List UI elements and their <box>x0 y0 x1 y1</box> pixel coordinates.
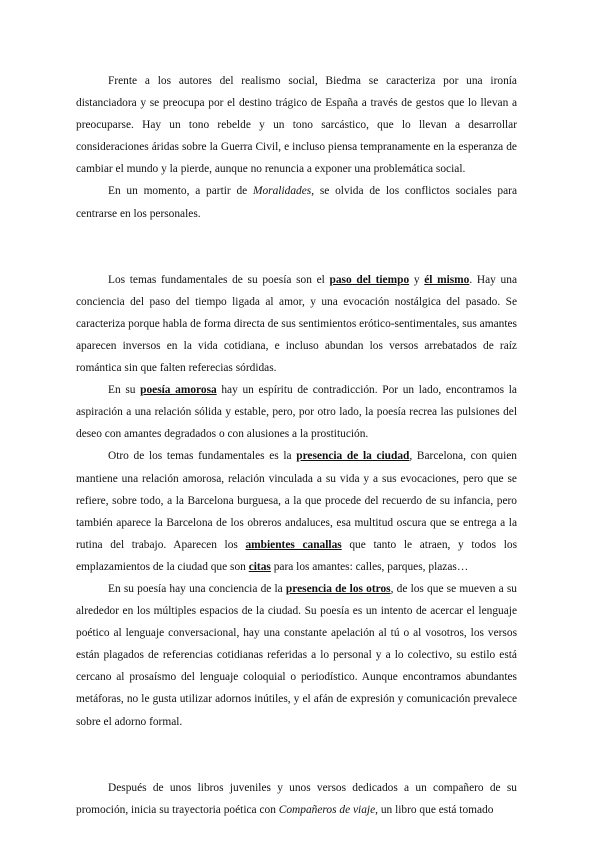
paragraph-gap <box>76 225 517 269</box>
text-segment: Después de unos libros juveniles y unos versos dedicados a un compañero de su promoción, inicia su trayectoria poética con <box>76 781 517 816</box>
text-segment: , se olvida de los conflictos sociales para centrarse en los personales. <box>76 185 518 220</box>
text-segment: , Barcelona, con quien mantiene una relación amorosa, relación vinculada a su vida y a sus evocaciones, pero que se refiere, sobre todo, a la Barcelona burguesa, a la que procede del recuerdo de su infancia, pero también aparece la Barcelona de los obreros andaluces, esa multitud oscura que se entrega a la rutina del trabajo. Aparecen los <box>76 450 517 551</box>
paragraph-temas-fundamentales <box>76 269 517 379</box>
paragraph-presencia-ciudad <box>76 445 517 578</box>
book-title-moralidades: Moralidades <box>253 185 312 198</box>
text-segment: hay un espíritu de contradicción. Por un lado, encontramos la aspiración a una relación sólida y estable, pero, por otro lado, la poesía recrea las pulsiones del deseo con amantes degradados o con alusiones a la prostitución. <box>76 384 517 441</box>
paragraph-poesia-amorosa <box>76 379 517 445</box>
text-segment: En su <box>108 384 141 397</box>
text-segment: Frente a los autores del realismo social, Biedma se caracteriza por una ironía distanciadora y se preocupa por el destino trágico de España a través de gestos que lo llevan a preocuparse. Hay un tono rebelde y un tono sarcástico, que lo llevan a desarrollar consideraciones áridas sobre la Guerra Civil, e incluso piensa tempranamente en la esperanza de cambiar el mundo y la pierde, aunque no renuncia a exponer una problemática social. <box>76 75 517 176</box>
keyword-presencia-de-los-otros: presencia de los otros <box>285 582 391 595</box>
text-segment: . Hay una conciencia del paso del tiempo ligada al amor, y una evocación nostálgica del pasado. Se caracteriza porque habla de forma directa de sus sentimientos erótico-sentimentales, sus amantes aparecen inversos en la vida cotidiana, e incluso abundan los versos arrebatados de raíz romántica sin que falten referecias sórdidas. <box>76 273 518 375</box>
book-title-companeros-de-viaje: Compañeros de viaje <box>278 803 376 816</box>
text-segment: , un libro que está tomado <box>375 803 494 816</box>
keyword-presencia-de-la-ciudad: presencia de la ciudad <box>296 450 410 463</box>
text-segment: y <box>409 273 425 286</box>
text-segment: Los temas fundamentales de su poesía son el <box>108 273 330 286</box>
text-segment: , de los que se mueven a su alrededor en los múltiples espacios de la ciudad. Su poesía es un intento de acercar el lenguaje poético al lenguaje conversacional, hay una constante apelación al tú o al vosotros, los versos están plagados de referencias cotidianas referidas a lo personal y a lo colectivo, su estilo está cercano al prosaísmo del lenguaje coloquial o periodístico. Aunque encontramos abundantes metáforas, no le gusta utilizar adornos inútiles, y el afán de expresión y comunicación prevalece sobre el adorno formal. <box>76 582 517 728</box>
text-segment: Otro de los temas fundamentales es la <box>108 450 297 463</box>
text-segment: En un momento, a partir de <box>108 185 253 198</box>
document-page <box>76 70 517 821</box>
text-segment: que tanto le atraen, y todos los emplazamientos de la ciudad que son <box>76 538 517 573</box>
paragraph-moralidades <box>76 180 517 224</box>
keyword-ambientes-canallas: ambientes canallas <box>245 538 342 551</box>
keyword-poesia-amorosa: poesía amorosa <box>140 384 217 397</box>
paragraph-companeros-de-viaje <box>76 777 517 821</box>
keyword-paso-del-tiempo: paso del tiempo <box>329 273 410 286</box>
keyword-citas: citas <box>248 560 271 573</box>
paragraph-presencia-otros <box>76 578 517 733</box>
paragraph-realismo-social <box>76 70 517 180</box>
keyword-el-mismo: él mismo <box>424 273 470 286</box>
paragraph-gap <box>76 733 517 777</box>
text-segment: En su poesía hay una conciencia de la <box>108 582 286 595</box>
text-segment: para los amantes: calles, parques, plazas… <box>270 560 469 573</box>
